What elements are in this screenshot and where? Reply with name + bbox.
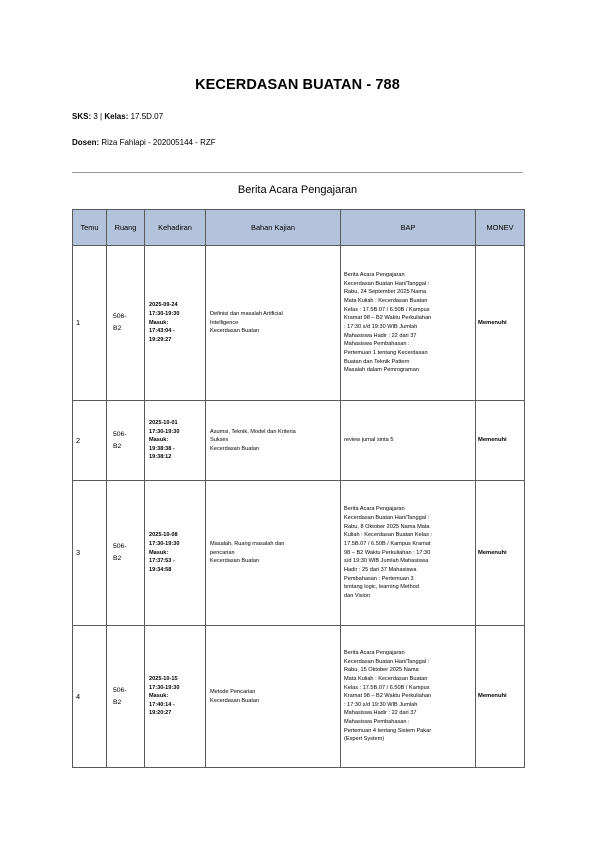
bap-cell [341,626,476,768]
kehadiran-line: 19:29:27 [149,336,172,343]
section-title: Berita Acara Pengajaran [237,184,358,196]
bahan-kajian-line: Intelligence [210,319,239,326]
bap-line: Mahasiswa Pembahasan : [344,719,410,726]
kehadiran-line: 2025-10-08 [149,532,178,539]
table-row [73,481,525,626]
ruang-line: 506- [113,686,127,694]
bahan-kajian-line: Definisi dan masalah Artificial [210,311,283,318]
kehadiran-line: 17:30-19:30 [149,311,180,318]
table-header-row [73,210,525,246]
bahan-kajian-line: pencarian [210,549,235,556]
bap-line: Mata Kuliah : Kecerdasan Buatan [344,675,428,682]
kelas-label: Kelas: [104,112,129,121]
bap-line: Mahasiswa Hadir : 22 dari 37 [344,332,417,339]
bap-line: review jurnal sinta 5 [344,437,394,444]
ruang-line: 506- [113,543,127,551]
bap-line: Kuliah : Kecerdasan Buatan Kelas : [344,532,433,539]
ruang-cell [107,626,145,768]
kehadiran-line: 17:37:53 - [149,558,175,565]
header-bahan-kajian: Bahan Kajian [206,210,341,246]
ruang-line: 506- [113,430,127,438]
bahan-kajian-line: Sukses [210,437,229,444]
kehadiran-line: 19:38:38 - [149,445,175,452]
bap-line: Buatan dan Teknik Pattern [344,358,410,365]
kehadiran-cell [145,626,206,768]
bap-line: 98 – B2 Waktu Perkuliahan : 17:30 [344,549,431,556]
kehadiran-line: 17:43:04 - [149,328,175,335]
bahan-kajian-line: Kecerdasan Buatan [210,445,260,452]
kehadiran-line: Masuk: [149,693,169,700]
kehadiran-line: Masuk: [149,437,169,444]
monev-cell: Memenuhi [476,481,525,626]
temu-cell: 4 [73,626,107,768]
header-monev: MONEV [476,210,525,246]
bap-line: Rabu, 15 Oktober 2025 Nama [344,667,419,674]
table-row [73,246,525,401]
bap-cell [341,246,476,401]
bahan-kajian-cell [206,401,341,481]
header-ruang: Ruang [107,210,145,246]
lecturer-meta [72,138,216,147]
course-title: KECERDASAN BUATAN - 788 [195,77,400,93]
bap-line: Mahasiswa Pembahasan : [344,341,410,348]
kelas-value: 17.5D.07 [130,112,164,121]
bap-line: Mata Kuliah : Kecerdasan Buatan [344,298,428,305]
bap-line: Pertemuan 4 tentang Sistem Pakar [344,727,432,734]
monev-cell: Memenuhi [476,401,525,481]
kehadiran-line: 17:40:14 - [149,701,175,708]
kehadiran-line: 19:38:12 [149,454,172,461]
kehadiran-line: Masuk: [149,319,169,326]
bap-cell [341,481,476,626]
ruang-line: B2 [113,698,122,706]
temu-cell: 1 [73,246,107,401]
bap-line: Kramat 98 – B2 Waktu Perkuliahan [344,315,432,322]
bap-line: Kecerdasan Buatan Hari/Tanggal : [344,280,430,287]
header-kehadiran: Kehadiran [145,210,206,246]
kehadiran-line: 19:20:27 [149,710,172,717]
dosen-label: Dosen: [72,138,100,147]
sks-label: SKS: [72,112,92,121]
bap-line: Kramat 98 – B2 Waktu Perkuliahan [344,693,432,700]
bap-line: Rabu, 8 Oktober 2025 Nama Mata [344,523,430,530]
bahan-kajian-line: Masalah, Ruang masalah dan [210,541,285,548]
monev-cell: Memenuhi [476,626,525,768]
bahan-kajian-line: Kecerdasan Buatan [210,328,260,335]
kehadiran-cell [145,401,206,481]
dosen-value: Riza Fahlapi - 202005144 - RZF [101,138,216,147]
kehadiran-line: Masuk: [149,549,169,556]
kehadiran-cell [145,481,206,626]
bap-line: Pembahasan : Pertemuan 3 [344,575,414,582]
temu-cell: 2 [73,401,107,481]
bap-line: : 17:30 s/d 19:30 WIB Jumlah [344,701,418,708]
bap-line: Kecerdasan Buatan Hari/Tanggal : [344,658,430,665]
table-row [73,401,525,481]
divider [72,172,523,173]
bap-line: 17.5B.07 / 6.50B / Kampus Kramat [344,541,431,548]
bap-line: Rabu, 24 September 2025 Nama [344,289,427,296]
kehadiran-cell [145,246,206,401]
kehadiran-line: 2025-09-24 [149,302,178,309]
bahan-kajian-line: Asumsi, Teknik, Model dan Kriteria [210,428,296,435]
kehadiran-line: 17:30-19:30 [149,684,180,691]
ruang-cell [107,246,145,401]
bap-line: Masalah dalam Pemrograman [344,367,419,374]
teaching-report-table [72,209,525,768]
bap-line: Kelas : 17.5B.07 / 6.50B / Kampus [344,306,430,313]
bap-line: Berita Acara Pengajaran [344,272,405,279]
bahan-kajian-line: Kecerdasan Buatan [210,697,260,704]
ruang-line: B2 [113,325,122,332]
kehadiran-line: 17:30-19:30 [149,428,180,435]
bap-line: tentang logic, learning Method [344,584,419,591]
bap-line: : 17:30 s/d 19:30 WIB Jumlah [344,324,418,330]
bap-line: Mahasiswa Hadir : 22 dari 37 [344,710,417,717]
sks-value: 3 | [93,112,103,121]
bap-line: Kecerdasan Buatan Hari/Tanggal : [344,515,430,522]
header-temu: Temu [73,210,107,246]
kehadiran-line: 19:34:58 [149,566,172,573]
bap-line: (Expert System) [344,736,385,743]
course-meta [72,112,163,121]
bahan-kajian-cell [206,481,341,626]
kehadiran-line: 17:30-19:30 [149,541,180,548]
ruang-line: 506- [113,313,127,321]
bap-line: dan Vision [344,592,371,599]
ruang-cell [107,401,145,481]
temu-cell: 3 [73,481,107,626]
bap-line: Kelas : 17.5B.07 / 6.50B / Kampus [344,684,430,691]
bahan-kajian-line: Metode Pencarian [210,688,256,695]
table-row [73,626,525,768]
ruang-cell [107,481,145,626]
monev-cell: Memenuhi [476,246,525,401]
bahan-kajian-cell [206,246,341,401]
bap-line: Pertemuan 1 tentang Kecerdasan [344,349,428,356]
bap-cell [341,401,476,481]
bap-line: Berita Acara Pengajaran [344,506,405,513]
bahan-kajian-cell [206,626,341,768]
bap-line: Hadir : 25 dari 37 Mahasiswa [344,566,417,573]
kehadiran-line: 2025-10-01 [149,419,178,426]
bap-line: Berita Acara Pengajaran [344,649,405,656]
bahan-kajian-line: Kecerdasan Buatan [210,558,260,565]
kehadiran-line: 2025-10-15 [149,675,178,682]
header-bap: BAP [341,210,476,246]
ruang-line: B2 [113,555,122,562]
ruang-line: B2 [113,442,122,450]
bap-line: s/d 19:30 WIB Jumlah Mahasiswa [344,558,429,565]
